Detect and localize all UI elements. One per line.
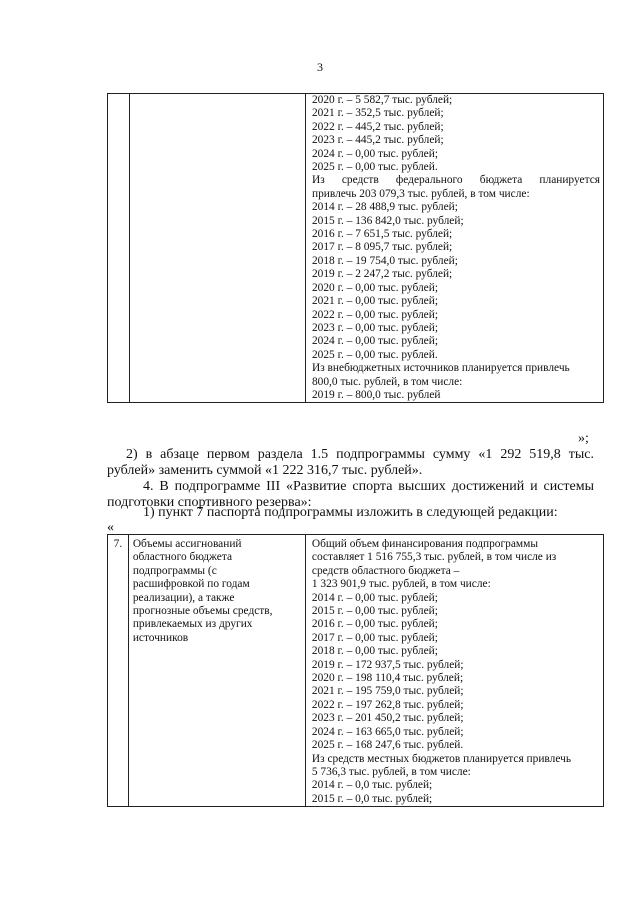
value-line: средств областного бюджета – xyxy=(311,564,460,577)
page-number: 3 xyxy=(317,60,323,74)
value-line: 2014 г. – 0,0 тыс. рублей; xyxy=(311,779,433,792)
item-label-cell xyxy=(128,535,305,807)
item-number-cell: 7. xyxy=(108,535,129,807)
table1-line: 2020 г. – 0,00 тыс. рублей; xyxy=(311,281,438,294)
value-line: 2017 г. – 0,00 тыс. рублей; xyxy=(311,631,438,644)
table1-line: 2019 г. – 800,0 тыс. рублей xyxy=(311,388,441,401)
paragraph-2-line-2: рублей» заменить суммой «1 222 316,7 тыс. рублей». xyxy=(107,463,423,478)
label-line: прогнозные объемы средств, xyxy=(132,605,273,618)
table1-line: Из средств федерального бюджета планируется xyxy=(311,174,600,187)
paragraph-4-line-1: 4. В подпрограмме III «Развитие спорта высших достижений и системы xyxy=(143,479,594,494)
paragraph-2-cont xyxy=(107,463,594,479)
table1-line: 2018 г. – 19 754,0 тыс. рублей; xyxy=(311,254,458,267)
value-line: 2015 г. – 0,0 тыс. рублей; xyxy=(311,792,433,805)
paragraph-2-line-1: 2) в абзаце первом раздела 1.5 подпрограммы сумму «1 292 519,8 тыс. xyxy=(126,447,594,462)
table1-line: Из внебюджетных источников планируется привлечь xyxy=(311,362,570,375)
label-line: привлекаемых из других xyxy=(132,618,253,631)
table1-line: 2023 г. – 0,00 тыс. рублей; xyxy=(311,321,438,334)
table1-line: 2021 г. – 0,00 тыс. рублей; xyxy=(311,295,438,308)
value-line: 2016 г. – 0,00 тыс. рублей; xyxy=(311,618,438,631)
value-line: 2020 г. – 198 110,4 тыс. рублей; xyxy=(311,672,464,685)
value-line: 2018 г. – 0,00 тыс. рублей; xyxy=(311,645,438,658)
table1-line: 2021 г. – 352,5 тыс. рублей; xyxy=(311,107,444,120)
paragraph-item-1 xyxy=(143,505,594,521)
table1-line: 2025 г. – 0,00 тыс. рублей. xyxy=(311,348,438,361)
value-line: 2021 г. – 195 759,0 тыс. рублей; xyxy=(311,685,464,698)
table1-line: привлечь 203 079,3 тыс. рублей, в том числе: xyxy=(311,187,530,200)
table1-line: 2016 г. – 7 651,5 тыс. рублей; xyxy=(311,228,453,241)
value-line: 5 736,3 тыс. рублей, в том числе: xyxy=(311,765,471,778)
table1-line: 2025 г. – 0,00 тыс. рублей. xyxy=(311,161,438,174)
value-line: 2014 г. – 0,00 тыс. рублей; xyxy=(311,591,438,604)
label-line: реализации), а также xyxy=(132,591,235,604)
table1-label-cell xyxy=(130,94,305,403)
subprogram-passport-table xyxy=(107,534,604,807)
value-line: 2015 г. – 0,00 тыс. рублей; xyxy=(311,605,438,618)
funding-table-continued xyxy=(107,93,604,403)
table1-line: 800,0 тыс. рублей, в том числе: xyxy=(311,375,463,388)
table1-line: 2024 г. – 0,00 тыс. рублей; xyxy=(311,335,438,348)
label-line: расшифровкой по годам xyxy=(132,578,250,591)
label-line: областного бюджета xyxy=(132,551,233,564)
label-line: Объемы ассигнований xyxy=(132,538,242,550)
table1-line: 2022 г. – 0,00 тыс. рублей; xyxy=(311,308,438,321)
paragraph-2 xyxy=(126,447,594,463)
closing-quote: »; xyxy=(578,431,589,446)
table1-line: 2015 г. – 136 842,0 тыс. рублей; xyxy=(311,214,464,227)
value-line: 2024 г. – 163 665,0 тыс. рублей; xyxy=(311,725,464,738)
value-line: 2023 г. – 201 450,2 тыс. рублей; xyxy=(311,712,464,725)
paragraph-4 xyxy=(143,479,594,495)
item-values-cell xyxy=(305,535,603,807)
paragraph-item-1-line: 1) пункт 7 паспорта подпрограммы изложить в следующей редакции: xyxy=(143,505,558,520)
table1-line: 2019 г. – 2 247,2 тыс. рублей; xyxy=(311,268,453,281)
table1-line: 2020 г. – 5 582,7 тыс. рублей; xyxy=(311,94,453,106)
label-line: источников xyxy=(132,631,189,644)
value-line: Из средств местных бюджетов планируется привлечь xyxy=(311,752,572,765)
paragraph-4-line-2: подготовки спортивного резерва»: xyxy=(107,495,312,510)
table1-line: 2024 г. – 0,00 тыс. рублей; xyxy=(311,147,438,160)
value-line: 2025 г. – 168 247,6 тыс. рублей. xyxy=(311,739,464,752)
table1-line: 2017 г. – 8 095,7 тыс. рублей; xyxy=(311,241,453,254)
table1-line: 2014 г. – 28 488,9 тыс. рублей; xyxy=(311,201,458,214)
value-line: Общий объем финансирования подпрограммы xyxy=(311,538,538,550)
table1-number-cell xyxy=(108,94,130,403)
table1-line: 2022 г. – 445,2 тыс. рублей; xyxy=(311,120,444,133)
opening-quote: « xyxy=(107,520,114,535)
label-line: подпрограммы (с xyxy=(132,564,217,577)
value-line: составляет 1 516 755,3 тыс. рублей, в том числе из xyxy=(311,551,557,564)
value-line: 1 323 901,9 тыс. рублей, в том числе: xyxy=(311,578,491,591)
value-line: 2019 г. – 172 937,5 тыс. рублей; xyxy=(311,658,464,671)
table1-line: 2023 г. – 445,2 тыс. рублей; xyxy=(311,134,444,147)
value-line: 2022 г. – 197 262,8 тыс. рублей; xyxy=(311,698,464,711)
table1-values-cell xyxy=(305,94,603,403)
